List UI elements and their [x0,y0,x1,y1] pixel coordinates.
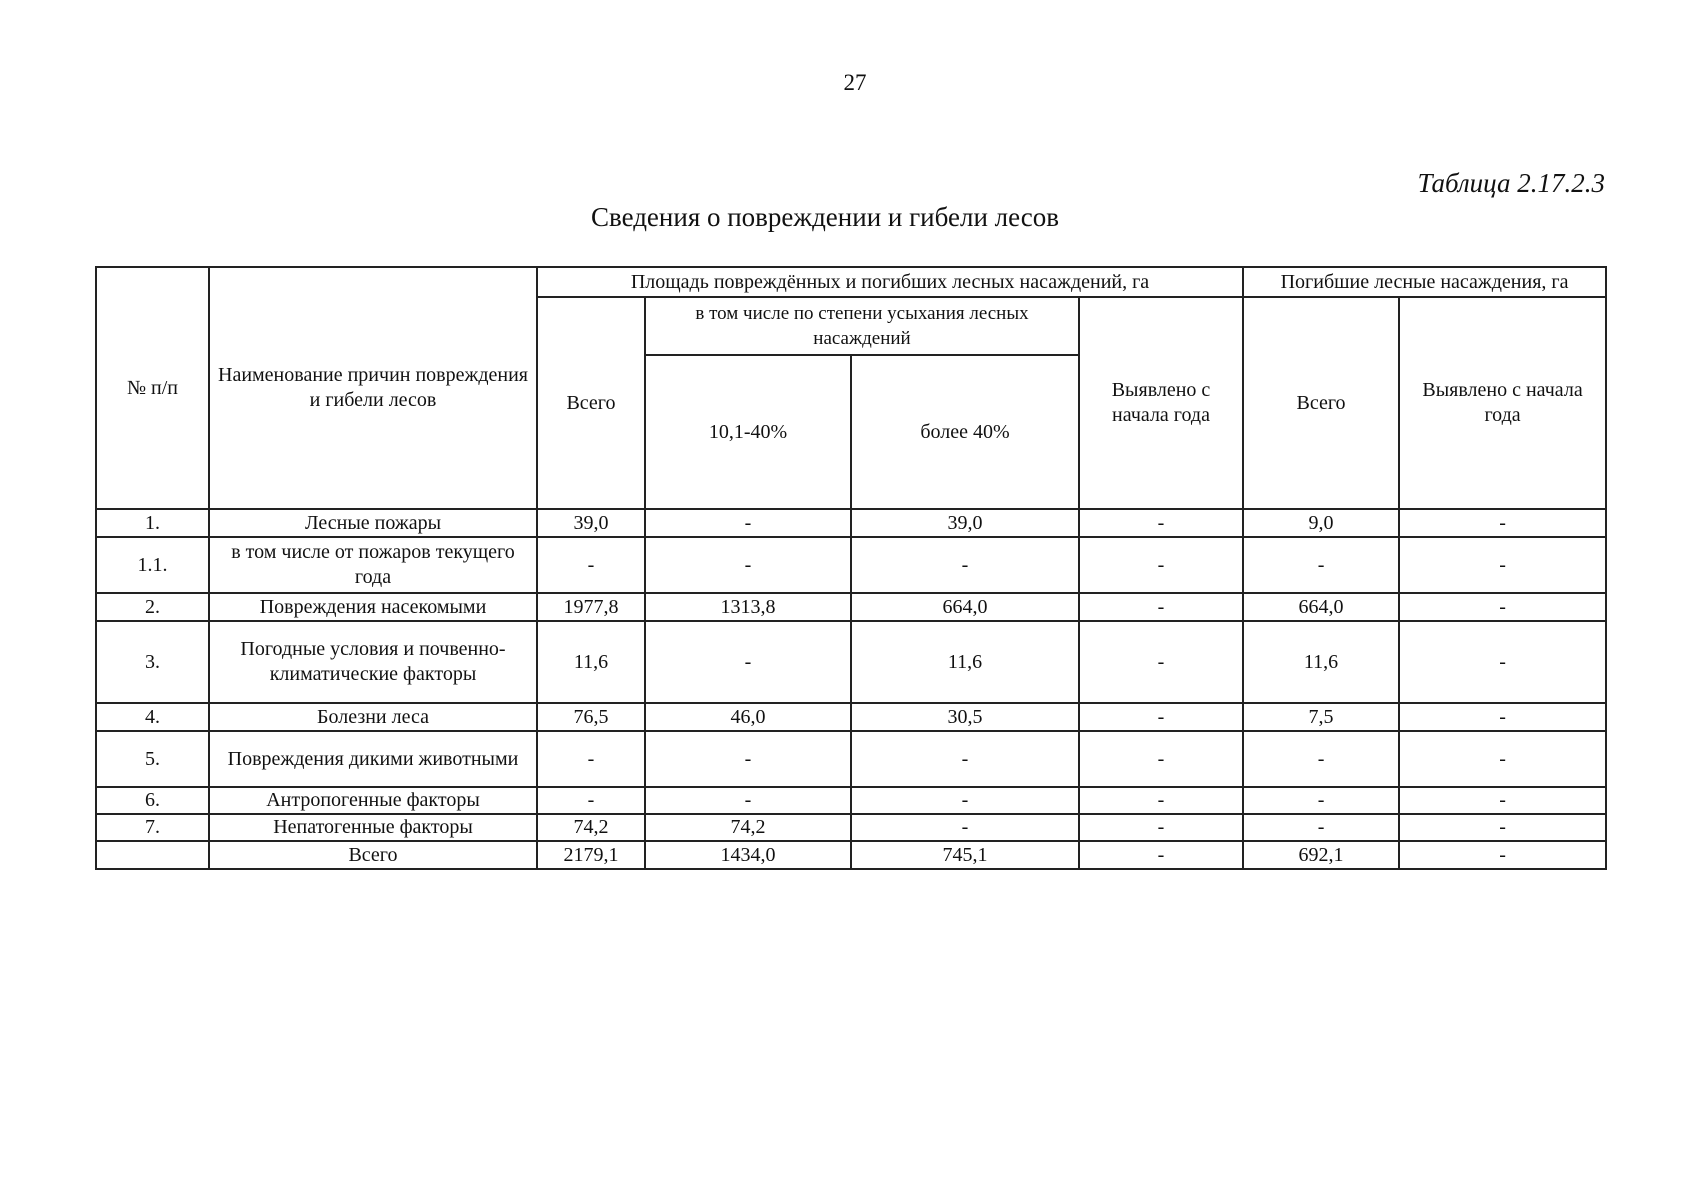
total-row [96,841,1606,869]
row-degree-high: 39,0 [851,509,1079,537]
row-num: 3. [96,621,209,703]
row-dead-total: 7,5 [1243,703,1399,731]
row-degree-low: - [645,621,851,703]
table-row [96,509,1606,537]
row-degree-high: 30,5 [851,703,1079,731]
table-row [96,593,1606,621]
row-dead-total: - [1243,537,1399,593]
row-area-total: - [537,537,645,593]
header-cause: Наименование причин повреждения и гибели лесов [209,267,537,509]
row-cause: Антропогенные факторы [209,787,537,814]
row-dead-ytd: - [1399,787,1606,814]
row-degree-high: 11,6 [851,621,1079,703]
row-dead-total: 692,1 [1243,841,1399,869]
header-dead-total: Всего [1243,297,1399,509]
row-degree-high: 745,1 [851,841,1079,869]
row-cause: Болезни леса [209,703,537,731]
table-row [96,621,1606,703]
row-degree-high: 664,0 [851,593,1079,621]
row-area-total: 11,6 [537,621,645,703]
row-area-total: 76,5 [537,703,645,731]
row-area-ytd: - [1079,509,1243,537]
row-dead-ytd: - [1399,621,1606,703]
row-area-total: 74,2 [537,814,645,841]
row-dead-total: - [1243,787,1399,814]
row-num: 5. [96,731,209,787]
document-title: Сведения о повреждении и гибели лесов [590,202,1060,232]
header-num: № п/п [96,267,209,509]
row-degree-low: - [645,787,851,814]
row-dead-ytd: - [1399,703,1606,731]
row-dead-ytd: - [1399,537,1606,593]
table-row [96,537,1606,593]
row-area-ytd: - [1079,537,1243,593]
row-dead-total: 11,6 [1243,621,1399,703]
row-num: 1. [96,509,209,537]
row-num: 6. [96,787,209,814]
row-degree-low: 74,2 [645,814,851,841]
row-area-total: 1977,8 [537,593,645,621]
row-area-ytd: - [1079,814,1243,841]
row-degree-low: - [645,731,851,787]
row-dead-ytd: - [1399,509,1606,537]
row-dead-total: - [1243,731,1399,787]
forest-damage-table [95,266,1607,870]
row-degree-high: - [851,537,1079,593]
row-dead-ytd: - [1399,731,1606,787]
row-num: 7. [96,814,209,841]
row-num: 1.1. [96,537,209,593]
row-cause: Погодные условия и почвенно-климатические факторы [209,621,537,703]
header-degree-low: 10,1-40% [645,355,851,509]
row-area-ytd: - [1079,787,1243,814]
row-cause: Всего [209,841,537,869]
row-cause: Повреждения дикими животными [209,731,537,787]
row-area-total: - [537,787,645,814]
row-area-total: 39,0 [537,509,645,537]
row-num: 2. [96,593,209,621]
row-degree-high: - [851,814,1079,841]
header-area-ytd: Выявлено с начала года [1079,297,1243,509]
row-dead-total: 664,0 [1243,593,1399,621]
header-area-group: Площадь повреждённых и погибших лесных насаждений, га [537,267,1243,297]
row-degree-low: 46,0 [645,703,851,731]
row-area-ytd: - [1079,621,1243,703]
table-row [96,703,1606,731]
row-dead-ytd: - [1399,841,1606,869]
header-dead-ytd: Выявлено с начала года [1399,297,1606,509]
row-cause: Непатогенные факторы [209,814,537,841]
row-area-ytd: - [1079,841,1243,869]
row-area-ytd: - [1079,731,1243,787]
row-num: 4. [96,703,209,731]
table-row [96,787,1606,814]
page-number: 27 [843,70,867,95]
row-dead-total: - [1243,814,1399,841]
row-num [96,841,209,869]
row-dead-ytd: - [1399,593,1606,621]
row-degree-low: 1313,8 [645,593,851,621]
row-area-total: 2179,1 [537,841,645,869]
row-cause: Лесные пожары [209,509,537,537]
row-area-ytd: - [1079,593,1243,621]
row-area-ytd: - [1079,703,1243,731]
row-degree-low: 1434,0 [645,841,851,869]
row-cause: Повреждения насекомыми [209,593,537,621]
row-degree-high: - [851,731,1079,787]
row-degree-low: - [645,509,851,537]
table-row [96,731,1606,787]
table-label: Таблица 2.17.2.3 [1417,168,1605,198]
row-dead-ytd: - [1399,814,1606,841]
header-row-1 [96,267,1606,297]
row-degree-high: - [851,787,1079,814]
row-dead-total: 9,0 [1243,509,1399,537]
header-dead-group: Погибшие лесные насаждения, га [1243,267,1606,297]
row-degree-low: - [645,537,851,593]
table-row [96,814,1606,841]
header-degree-group: в том числе по степени усыхания лесных насаждений [645,297,1079,355]
row-cause: в том числе от пожаров текущего года [209,537,537,593]
header-area-total: Всего [537,297,645,509]
row-area-total: - [537,731,645,787]
header-degree-high: более 40% [851,355,1079,509]
